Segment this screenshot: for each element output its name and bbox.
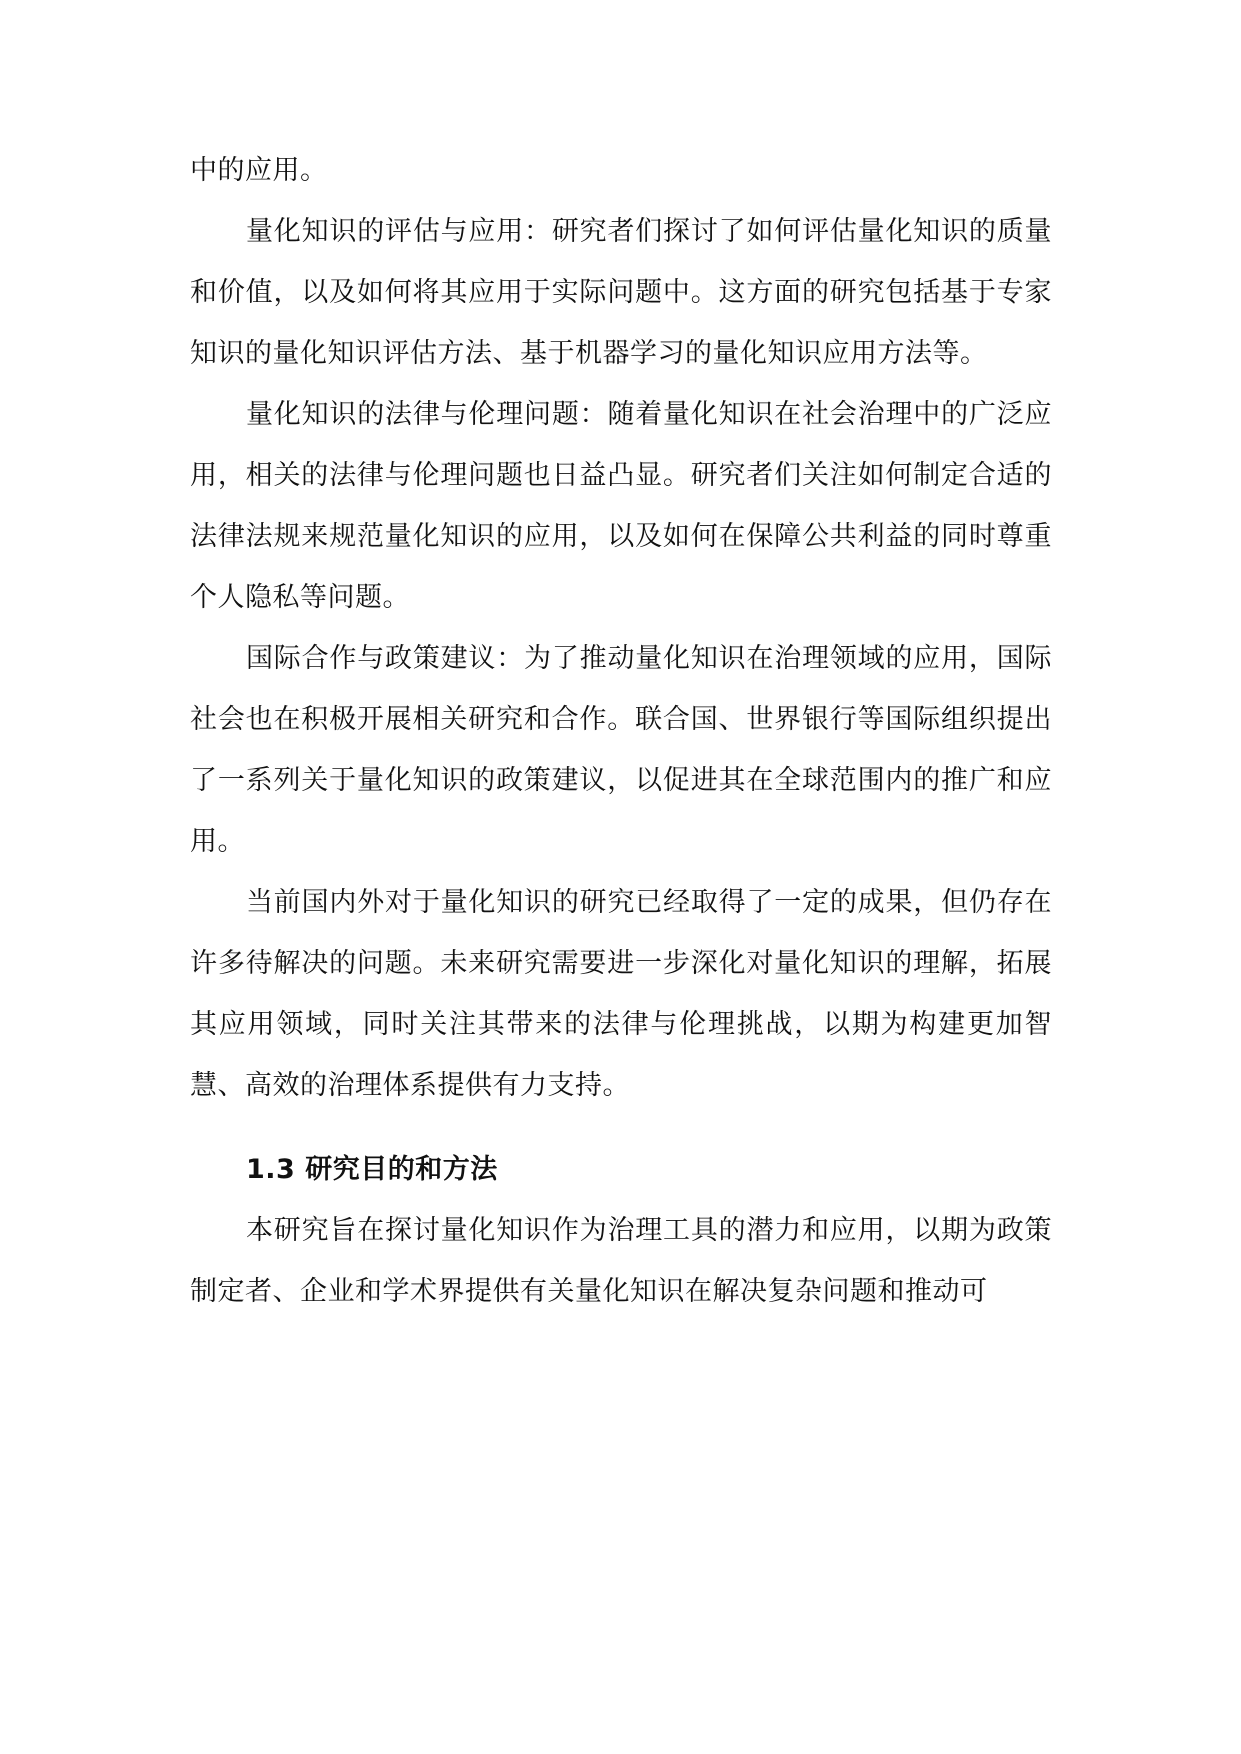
section-spacer xyxy=(190,1116,1052,1139)
paragraph-international-cooperation: 国际合作与政策建议：为了推动量化知识在治理领域的应用，国际社会也在积极开展相关研究和合作。联合国、世界银行等国际组织提出了一系列关于量化知识的政策建议，以促进其在全球范围内的推广和应用。 xyxy=(190,643,1052,857)
paragraph-continuation: 中的应用。 xyxy=(190,155,328,186)
document-body xyxy=(190,140,1052,1322)
paragraph-evaluation-application: 量化知识的评估与应用：研究者们探讨了如何评估量化知识的质量和价值，以及如何将其应用于实际问题中。这方面的研究包括基于专家知识的量化知识评估方法、基于机器学习的量化知识应用方法等。 xyxy=(190,216,1052,369)
paragraph-legal-ethical: 量化知识的法律与伦理问题：随着量化知识在社会治理中的广泛应用，相关的法律与伦理问题也日益凸显。研究者们关注如何制定合适的法律法规来规范量化知识的应用，以及如何在保障公共利益的同时尊重个人隐私等问题。 xyxy=(190,399,1052,613)
paragraph-summary: 当前国内外对于量化知识的研究已经取得了一定的成果，但仍存在许多待解决的问题。未来研究需要进一步深化对量化知识的理解，拓展其应用领域，同时关注其带来的法律与伦理挑战，以期为构建更加智慧、高效的治理体系提供有力支持。 xyxy=(190,887,1052,1101)
paragraph-research-purpose: 本研究旨在探讨量化知识作为治理工具的潜力和应用，以期为政策制定者、企业和学术界提供有关量化知识在解决复杂问题和推动可 xyxy=(190,1215,1052,1307)
section-heading: 1.3 研究目的和方法 xyxy=(246,1154,498,1185)
